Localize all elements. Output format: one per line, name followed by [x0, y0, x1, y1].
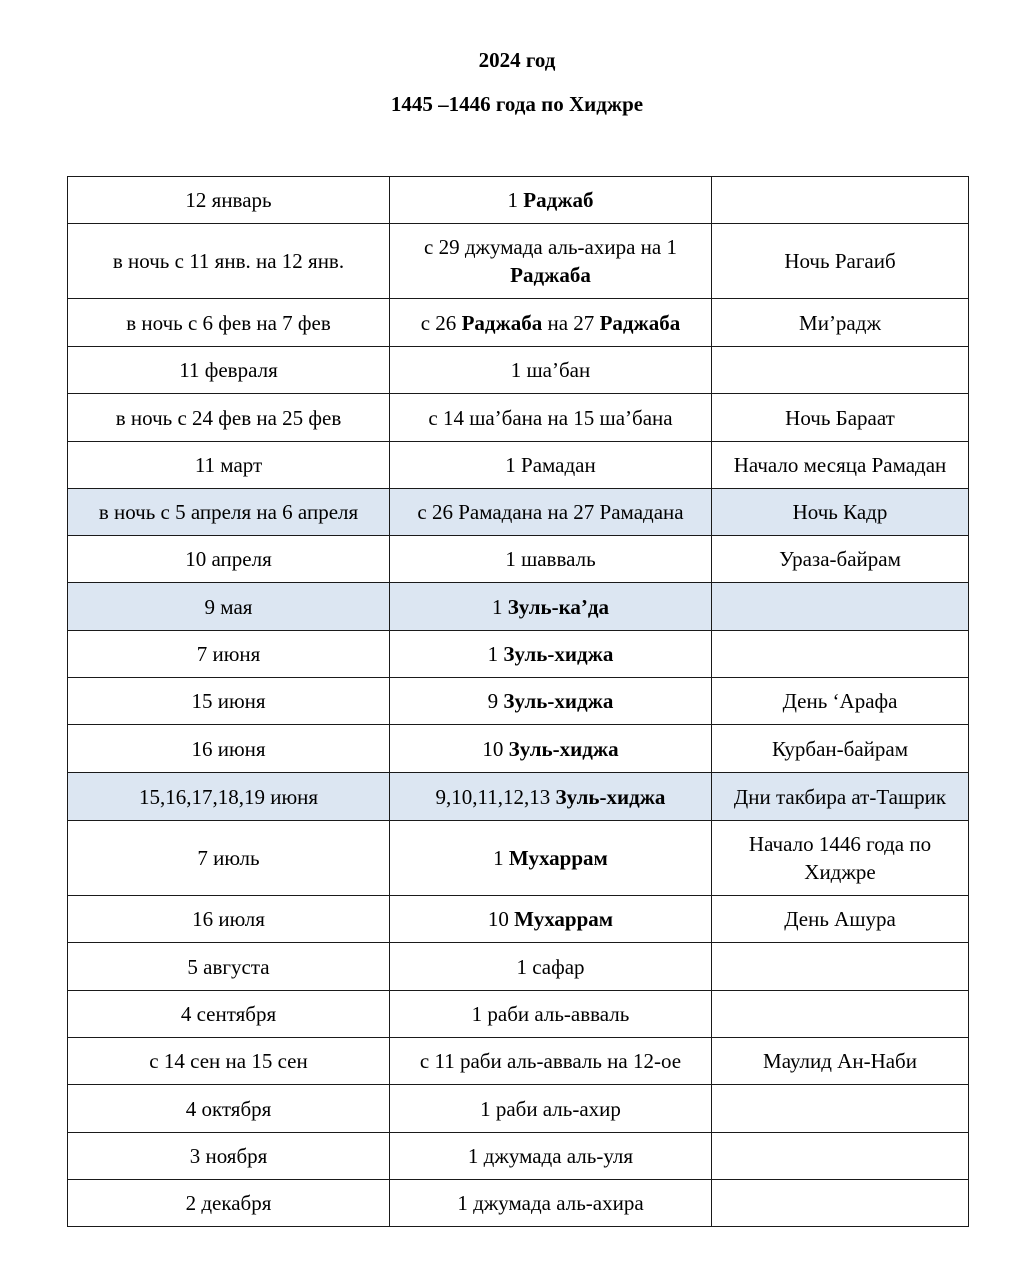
event-cell: Начало месяца Рамадан — [712, 442, 969, 489]
gregorian-date-cell: в ночь с 24 фев на 25 фев — [68, 394, 390, 442]
table-row — [68, 347, 969, 394]
hijri-text: 9 — [487, 689, 504, 713]
gregorian-date-cell: 9 мая — [68, 583, 390, 631]
hijri-text: на 27 — [542, 310, 600, 335]
hijri-text: 1 сафар — [516, 954, 585, 979]
table-row — [68, 442, 969, 489]
table-row — [68, 1038, 969, 1085]
event-cell: Дни такбира ат-Ташрик — [712, 773, 969, 821]
table-row — [68, 991, 969, 1038]
hijri-date-cell — [390, 442, 712, 489]
hijri-text: 1 — [507, 188, 524, 212]
event-cell: День ‘Арафа — [712, 678, 969, 725]
table-row — [68, 896, 969, 943]
table-row — [68, 394, 969, 442]
hijri-date-cell — [390, 224, 712, 299]
event-cell — [712, 1085, 969, 1133]
gregorian-date-cell: в ночь с 6 фев на 7 фев — [68, 299, 390, 347]
table-row — [68, 224, 969, 299]
table-row — [68, 1180, 969, 1227]
hijri-text: с 26 Рамадана на 27 Рамадана — [417, 500, 684, 524]
event-cell: Маулид Ан-Наби — [712, 1038, 969, 1085]
hijri-text: 1 — [493, 846, 509, 870]
hijri-text: 1 Рамадан — [505, 453, 596, 477]
table-row — [68, 1085, 969, 1133]
hijri-date-cell — [390, 347, 712, 394]
gregorian-date-cell: 4 октября — [68, 1085, 390, 1133]
hijri-date-cell — [390, 725, 712, 773]
hijri-text: 10 — [487, 907, 515, 931]
hijri-date-cell — [390, 536, 712, 583]
gregorian-date-cell: 10 апреля — [68, 536, 390, 583]
calendar-table — [67, 176, 969, 1227]
gregorian-date-cell: 2 декабря — [68, 1180, 390, 1227]
event-cell — [712, 1133, 969, 1180]
gregorian-date-cell: 7 июня — [68, 631, 390, 678]
event-cell — [712, 631, 969, 678]
hijri-date-cell — [390, 943, 712, 991]
event-cell — [712, 991, 969, 1038]
hijri-text: с 11 раби аль-авваль на 12-ое — [419, 1049, 682, 1073]
event-cell — [712, 347, 969, 394]
event-cell: Начало 1446 года по Хиджре — [712, 821, 969, 896]
event-cell — [712, 583, 969, 631]
gregorian-date-cell: 3 ноября — [68, 1133, 390, 1180]
hijri-text: 10 — [482, 736, 509, 761]
gregorian-date-cell: 4 сентября — [68, 991, 390, 1038]
hijri-month-bold: Зуль-хиджа — [508, 736, 619, 761]
event-cell: Ночь Рагаиб — [712, 224, 969, 299]
table-row — [68, 1133, 969, 1180]
hijri-date-cell — [390, 1038, 712, 1085]
table-row — [68, 299, 969, 347]
gregorian-date-cell: 11 февраля — [68, 347, 390, 394]
page-title-year: 2024 год — [478, 48, 556, 72]
gregorian-date-cell: в ночь с 11 янв. на 12 янв. — [68, 224, 390, 299]
hijri-month-bold: Зуль-ка’да — [507, 594, 610, 619]
hijri-month-bold: Зуль-хиджа — [503, 689, 614, 713]
hijri-text: 1 раби аль-авваль — [471, 1002, 630, 1026]
hijri-text: 9,10,11,12,13 — [435, 784, 556, 809]
hijri-date-cell — [390, 896, 712, 943]
gregorian-date-cell: 15,16,17,18,19 июня — [68, 773, 390, 821]
gregorian-date-cell: в ночь с 5 апреля на 6 апреля — [68, 489, 390, 536]
hijri-month-bold: Мухаррам — [508, 846, 608, 870]
table-row — [68, 678, 969, 725]
hijri-text: 1 ша’бан — [510, 358, 591, 382]
event-cell — [712, 177, 969, 224]
table-row — [68, 583, 969, 631]
hijri-text: 1 — [491, 594, 508, 619]
hijri-text: 1 шавваль — [505, 547, 596, 571]
event-cell — [712, 943, 969, 991]
gregorian-date-cell: 16 июля — [68, 896, 390, 943]
gregorian-date-cell: 12 январь — [68, 177, 390, 224]
hijri-date-cell — [390, 821, 712, 896]
hijri-text: с 29 джумада аль-ахира на 1 — [424, 235, 677, 259]
hijri-text: 1 джумада аль-уля — [467, 1144, 634, 1168]
table-row — [68, 489, 969, 536]
hijri-date-cell — [390, 489, 712, 536]
table-row — [68, 943, 969, 991]
gregorian-date-cell: 5 августа — [68, 943, 390, 991]
hijri-date-cell — [390, 991, 712, 1038]
hijri-month-bold: Раджаба — [461, 310, 543, 335]
hijri-date-cell — [390, 394, 712, 442]
table-row — [68, 821, 969, 896]
gregorian-date-cell: 7 июль — [68, 821, 390, 896]
hijri-month-bold: Зуль-хиджа — [503, 642, 614, 666]
hijri-date-cell — [390, 631, 712, 678]
hijri-month-bold: Раджаб — [523, 188, 594, 212]
hijri-date-cell — [390, 177, 712, 224]
hijri-text: с 14 ша’бана на 15 ша’бана — [428, 405, 673, 430]
hijri-text: 1 — [487, 642, 504, 666]
event-cell: Ми’радж — [712, 299, 969, 347]
gregorian-date-cell: 11 март — [68, 442, 390, 489]
event-cell — [712, 1180, 969, 1227]
hijri-date-cell — [390, 583, 712, 631]
event-cell: Ночь Бараат — [712, 394, 969, 442]
hijri-date-cell — [390, 1133, 712, 1180]
hijri-text: с 26 — [420, 310, 462, 335]
hijri-date-cell — [390, 1085, 712, 1133]
hijri-date-cell — [390, 773, 712, 821]
table-row — [68, 177, 969, 224]
table-row — [68, 631, 969, 678]
hijri-date-cell — [390, 299, 712, 347]
event-cell: Курбан-байрам — [712, 725, 969, 773]
event-cell: День Ашура — [712, 896, 969, 943]
hijri-text: 1 раби аль-ахир — [480, 1096, 621, 1121]
hijri-text: 1 джумада аль-ахира — [457, 1191, 644, 1215]
hijri-month-bold: Раджаба — [599, 310, 681, 335]
table-row — [68, 536, 969, 583]
table-row — [68, 725, 969, 773]
hijri-month-bold: Раджаба — [510, 263, 591, 287]
page-title-hijri: 1445 –1446 года по Хиджре — [390, 92, 644, 116]
gregorian-date-cell: с 14 сен на 15 сен — [68, 1038, 390, 1085]
event-cell: Ураза-байрам — [712, 536, 969, 583]
hijri-month-bold: Мухаррам — [514, 907, 614, 931]
hijri-month-bold: Зуль-хиджа — [555, 784, 666, 809]
hijri-date-cell — [390, 678, 712, 725]
table-row — [68, 773, 969, 821]
event-cell: Ночь Кадр — [712, 489, 969, 536]
gregorian-date-cell: 15 июня — [68, 678, 390, 725]
hijri-date-cell — [390, 1180, 712, 1227]
gregorian-date-cell: 16 июня — [68, 725, 390, 773]
